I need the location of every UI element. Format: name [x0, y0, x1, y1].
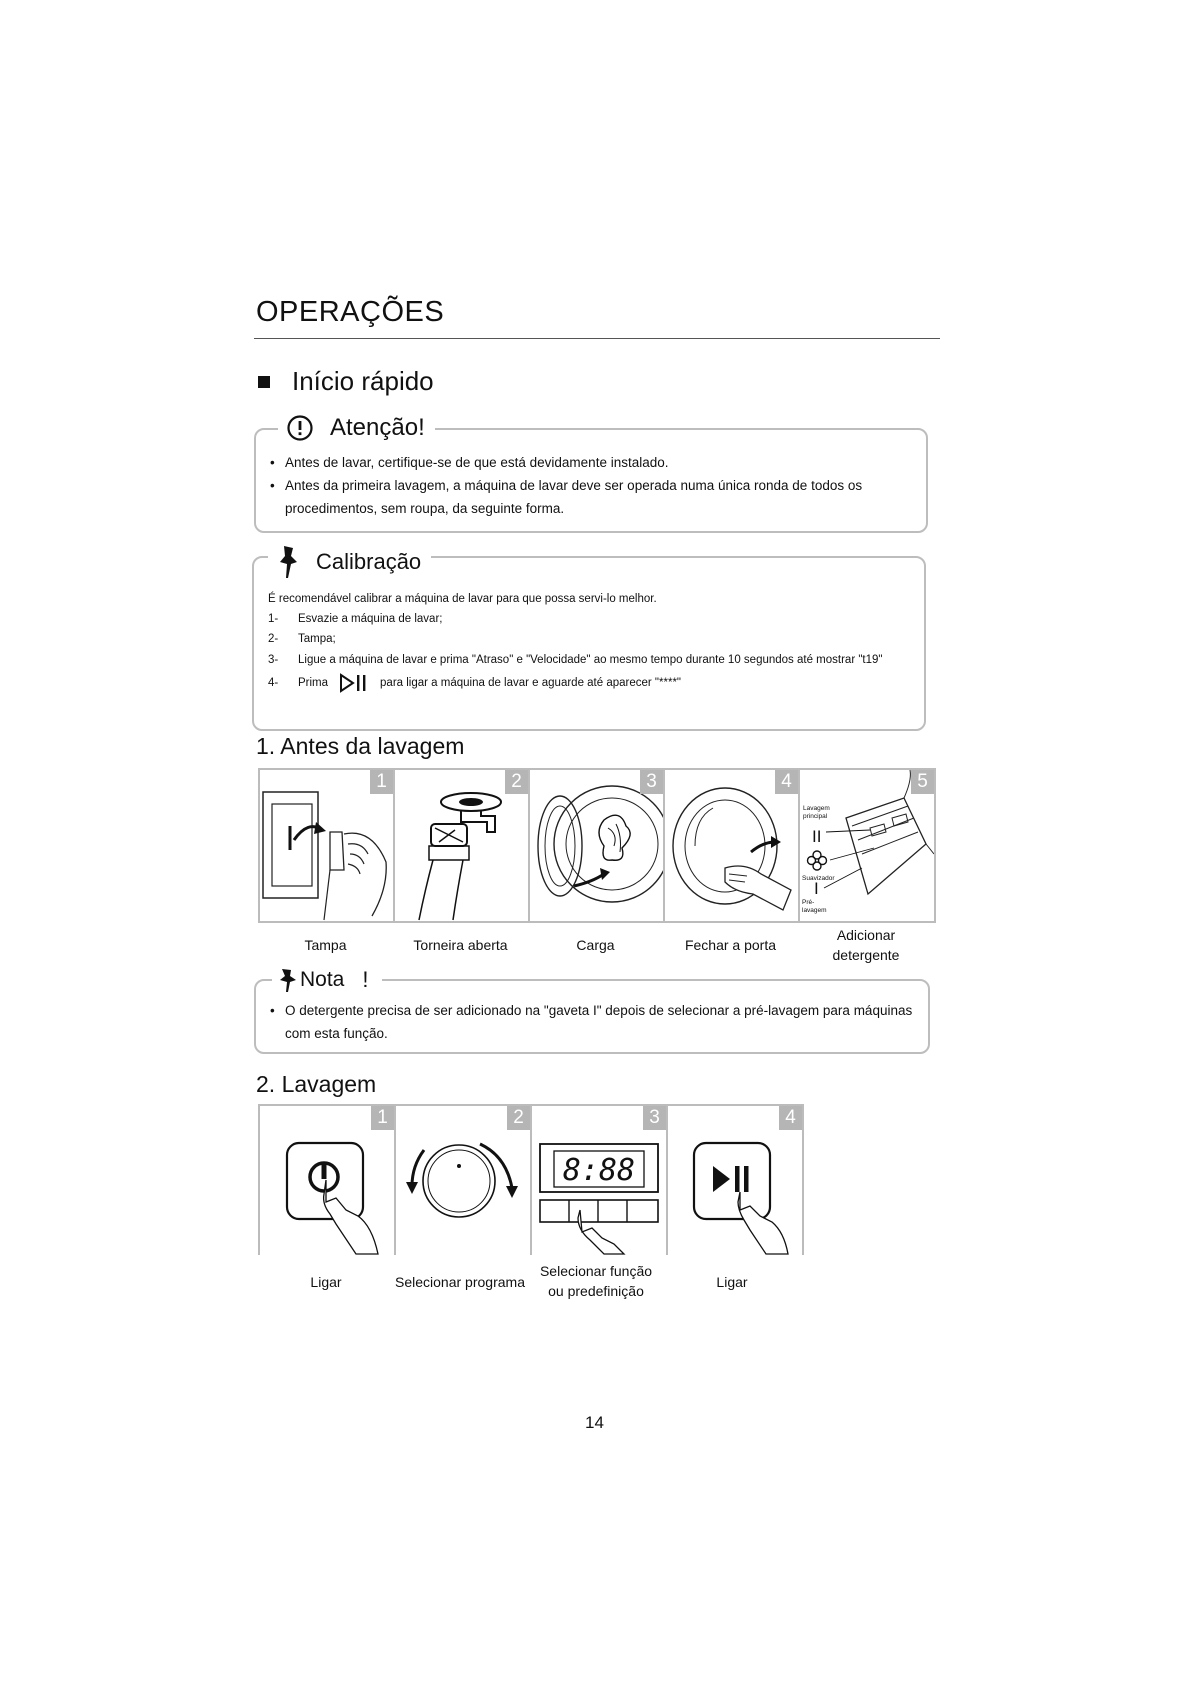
- panel-caption: Tampa: [304, 937, 347, 953]
- panel-power: [260, 1106, 396, 1255]
- attention-legend: [278, 410, 435, 446]
- drawer-label-prewash-line2: lavagem: [802, 907, 827, 914]
- panel-caption: [526, 1261, 666, 1301]
- drawer-mark-main: II: [812, 827, 822, 846]
- step-badge: 1: [370, 770, 393, 794]
- step-text: para ligar a máquina de lavar e aguarde até aparecer "****": [380, 677, 681, 689]
- play-pause-icon: [338, 672, 368, 694]
- wash-panels: [258, 1104, 804, 1255]
- play-pause-icon: [713, 1166, 749, 1192]
- square-bullet-icon: [258, 376, 270, 388]
- calibration-step: [268, 654, 883, 666]
- power-icon: [310, 1162, 338, 1191]
- title-divider: [254, 338, 940, 339]
- calibration-intro: É recomendável calibrar a máquina de lavar para que possa servi-lo melhor.: [268, 593, 657, 605]
- step-number: 4-: [268, 677, 279, 689]
- attention-item: • Antes de lavar, certifique-se de que está devidamente instalado.: [270, 451, 910, 474]
- caption-line: Selecionar função: [539, 1263, 653, 1279]
- step-badge: 3: [643, 1106, 666, 1130]
- step-badge: 3: [640, 770, 663, 794]
- note-list: [270, 999, 930, 1045]
- before-wash-heading: 1. Antes da lavagem: [256, 733, 465, 759]
- panel-caption: Torneira aberta: [413, 937, 508, 953]
- panel-caption: Ligar: [310, 1274, 342, 1290]
- step-number: 1-: [268, 613, 279, 625]
- caption-line: Adicionar: [836, 927, 896, 943]
- panel-caption: Carga: [576, 937, 615, 953]
- wash-heading: 2. Lavagem: [256, 1071, 377, 1097]
- step-prefix: Prima: [298, 677, 329, 689]
- panel-caption: Selecionar programa: [395, 1274, 525, 1290]
- exclamation-circle-icon: [286, 414, 314, 442]
- panel-fechar-porta: [665, 770, 800, 921]
- note-legend: [272, 964, 382, 996]
- panel-carga: [530, 770, 665, 921]
- before-wash-panels: [258, 768, 936, 923]
- panel-caption: Ligar: [716, 1274, 748, 1290]
- step-number: 2-: [268, 633, 279, 645]
- note-exclamation: !: [362, 967, 369, 992]
- drawer-label-main-line2: principal: [803, 813, 828, 820]
- display-digits: 8:88: [562, 1153, 636, 1188]
- calibration-step: [268, 633, 336, 645]
- step-badge: 4: [779, 1106, 802, 1130]
- panel-display: [532, 1106, 668, 1255]
- caption-line: detergente: [832, 947, 900, 963]
- attention-list: [270, 451, 910, 520]
- page-number: 14: [585, 1413, 604, 1432]
- calibration-step: [268, 672, 681, 694]
- panel-torneira: [395, 770, 530, 921]
- note-item: • O detergente precisa de ser adicionado na "gaveta I" depois de selecionar a pré-lavagem para máquinas com esta função.: [270, 999, 930, 1045]
- section-title: Início rápido: [292, 366, 434, 396]
- pushpin-icon: [276, 544, 302, 580]
- caption-line: ou predefinição: [548, 1283, 644, 1299]
- calibration-legend: [268, 542, 431, 582]
- note-title: Nota: [300, 968, 345, 991]
- flower-icon: [808, 851, 827, 870]
- step-badge: 2: [507, 1106, 530, 1130]
- drawer-mark-prewash: I: [814, 879, 819, 898]
- panel-program: [396, 1106, 532, 1255]
- panel-caption: Fechar a porta: [684, 937, 777, 953]
- step-badge: 2: [505, 770, 528, 794]
- panel-start: [668, 1106, 802, 1255]
- section-heading: [258, 366, 434, 397]
- page-title: OPERAÇÕES: [256, 296, 445, 328]
- step-badge: 4: [775, 770, 798, 794]
- panel-caption: [798, 925, 934, 965]
- calibration-callout: [252, 556, 926, 731]
- calibration-title: Calibração: [316, 549, 422, 574]
- step-badge: 1: [371, 1106, 394, 1130]
- attention-item: • Antes da primeira lavagem, a máquina de lavar deve ser operada numa única ronda de todos os procedimentos, sem roupa, da seguinte forma.: [270, 474, 910, 520]
- step-text: Ligue a máquina de lavar e prima "Atraso" e "Velocidade" ao mesmo tempo durante 10 segundos até mostrar "t19": [298, 654, 883, 666]
- panel-tampa: [260, 770, 395, 921]
- step-number: 3-: [268, 654, 279, 666]
- panel-detergente: [800, 770, 934, 921]
- step-text: Esvazie a máquina de lavar;: [298, 613, 443, 625]
- pushpin-icon: [278, 967, 300, 993]
- attention-title: Atenção!: [330, 414, 425, 441]
- step-badge: 5: [911, 770, 934, 794]
- calibration-step: [268, 613, 442, 625]
- drawer-label-main-line1: Lavagem: [803, 805, 830, 812]
- drawer-label-prewash-line1: Pré-: [802, 899, 815, 906]
- drawer-label-softener: Suavizador: [802, 875, 835, 882]
- step-text: Tampa;: [298, 633, 336, 645]
